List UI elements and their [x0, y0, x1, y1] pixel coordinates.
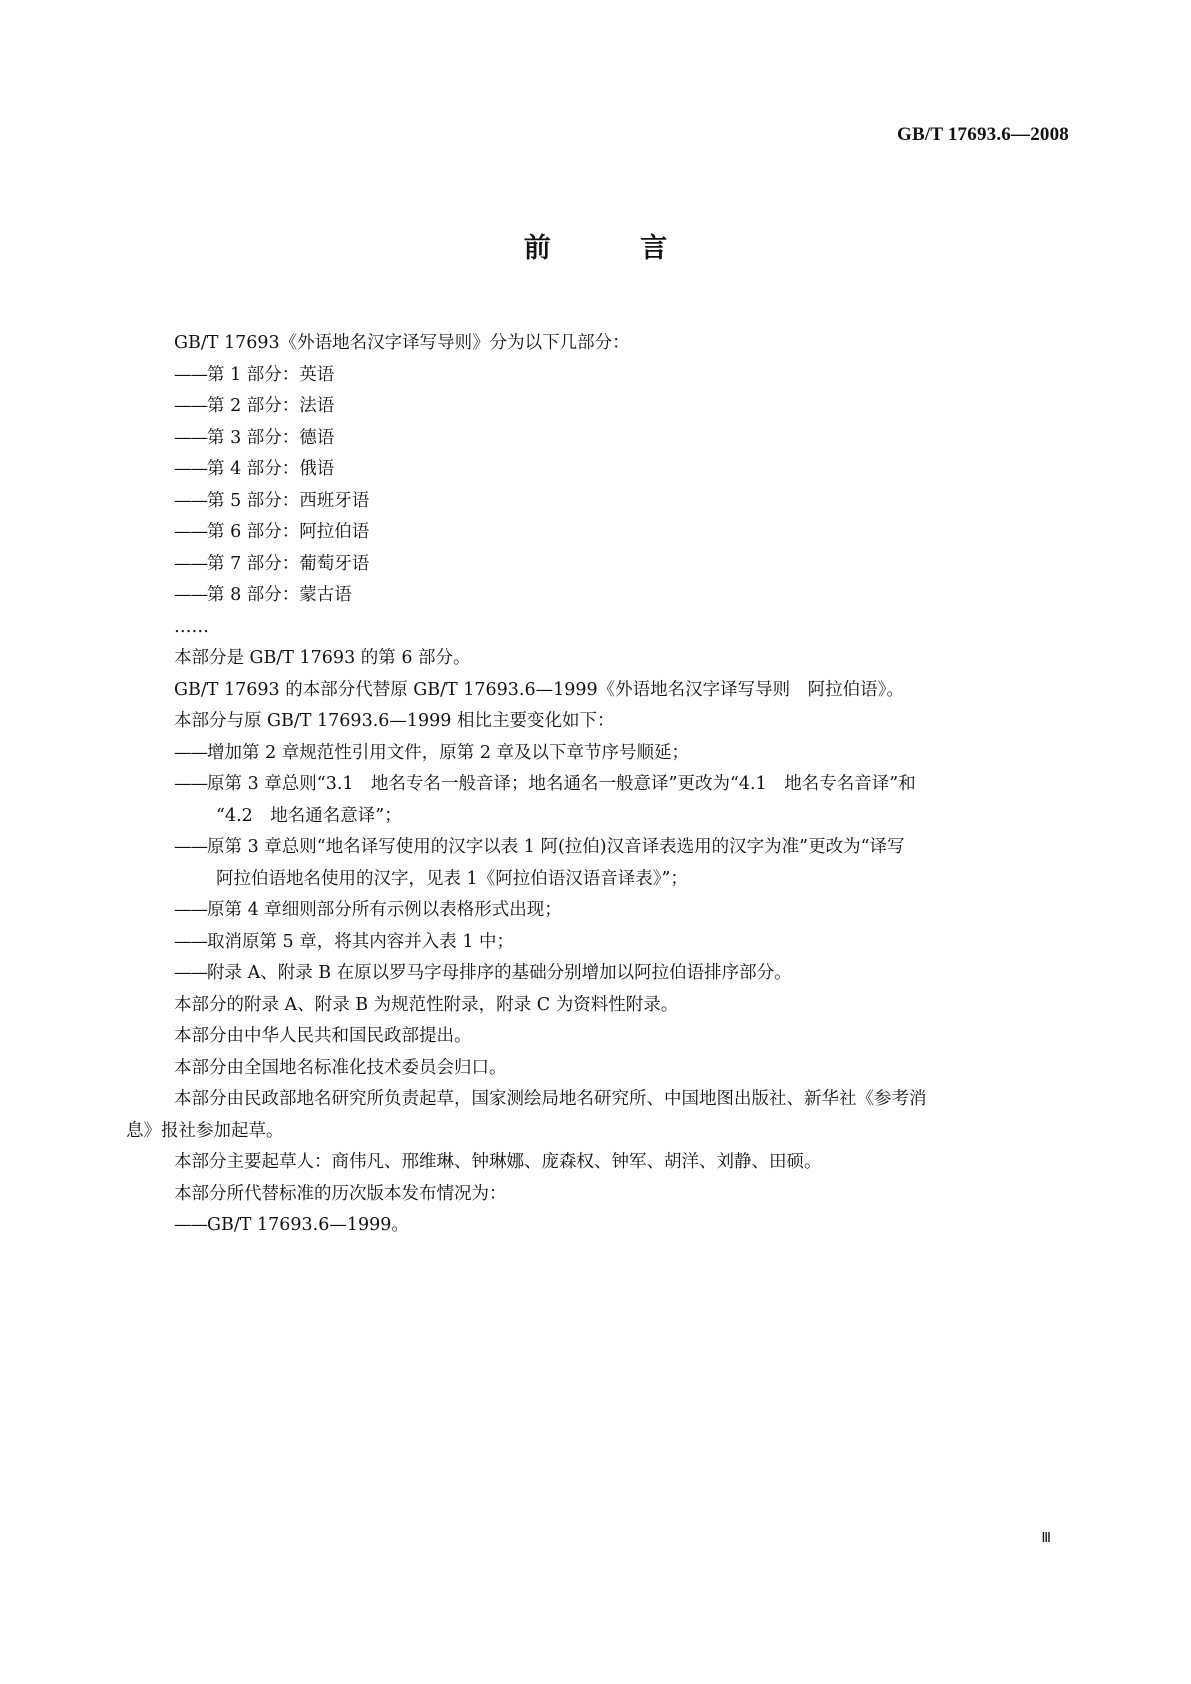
part-item: ——第 5 部分：西班牙语 — [174, 490, 370, 511]
part-item: ——第 6 部分：阿拉伯语 — [174, 522, 370, 542]
page-number: Ⅲ — [1041, 1531, 1051, 1546]
change-item-continuation: 阿拉伯语地名使用的汉字，见表 1《阿拉伯语汉语音译表》”； — [216, 868, 688, 889]
standard-number: GB/T 17693.6—2008 — [897, 124, 1069, 145]
document-body — [126, 328, 1074, 1242]
change-item-continuation: “4.2 地名通名意译”； — [216, 805, 402, 826]
paragraph: 本部分是 GB/T 17693 的第 6 部分。 — [174, 648, 471, 668]
paragraph-continuation: 息》报社参加起草。 — [126, 1120, 284, 1141]
paragraph: 本部分与原 GB/T 17693.6—1999 相比主要变化如下： — [174, 711, 615, 731]
paragraph: GB/T 17693 的本部分代替原 GB/T 17693.6—1999《外语地名汉字译写导则 阿拉伯语》。 — [174, 679, 904, 700]
change-item: ——原第 4 章细则部分所有示例以表格形式出现； — [174, 900, 562, 920]
paragraph: 本部分由全国地名标准化技术委员会归口。 — [174, 1057, 507, 1078]
history-item: ——GB/T 17693.6—1999。 — [174, 1215, 409, 1235]
change-item: ——取消原第 5 章，将其内容并入表 1 中； — [174, 931, 515, 952]
paragraph: 本部分所代替标准的历次版本发布情况为： — [174, 1183, 507, 1204]
change-item: ——增加第 2 章规范性引用文件，原第 2 章及以下章节序号顺延； — [174, 742, 690, 763]
change-item: ——原第 3 章总则“3.1 地名专名一般音译；地名通名一般意译”更改为“4.1 地名专名音译”和 — [174, 774, 916, 794]
paragraph: 本部分由民政部地名研究所负责起草，国家测绘局地名研究所、中国地图出版社、新华社《参考消 — [174, 1089, 927, 1109]
part-item: ——第 3 部分：德语 — [174, 427, 335, 448]
paragraph: 本部分由中华人民共和国民政部提出。 — [174, 1026, 472, 1046]
change-item: ——原第 3 章总则“地名译写使用的汉字以表 1 阿(拉伯)汉音译表选用的汉字为准”更改为“译写 — [174, 837, 905, 857]
part-item: ——第 7 部分：葡萄牙语 — [174, 553, 370, 574]
part-item: ——第 1 部分：英语 — [174, 364, 335, 385]
part-item: ——第 2 部分：法语 — [174, 396, 335, 416]
change-item: ——附录 A、附录 B 在原以罗马字母排序的基础分别增加以阿拉伯语排序部分。 — [174, 963, 792, 983]
intro-paragraph: GB/T 17693《外语地名汉字译写导则》分为以下几部分： — [174, 333, 630, 353]
ellipsis: …… — [174, 616, 209, 637]
page-title: 前 言 — [523, 233, 708, 264]
part-item: ——第 4 部分：俄语 — [174, 459, 335, 479]
paragraph: 本部分主要起草人：商伟凡、邢维琳、钟琳娜、庞森权、钟军、胡洋、刘静、田硕。 — [174, 1152, 822, 1172]
paragraph: 本部分的附录 A、附录 B 为规范性附录，附录 C 为资料性附录。 — [174, 994, 679, 1015]
part-item: ——第 8 部分：蒙古语 — [174, 585, 352, 605]
